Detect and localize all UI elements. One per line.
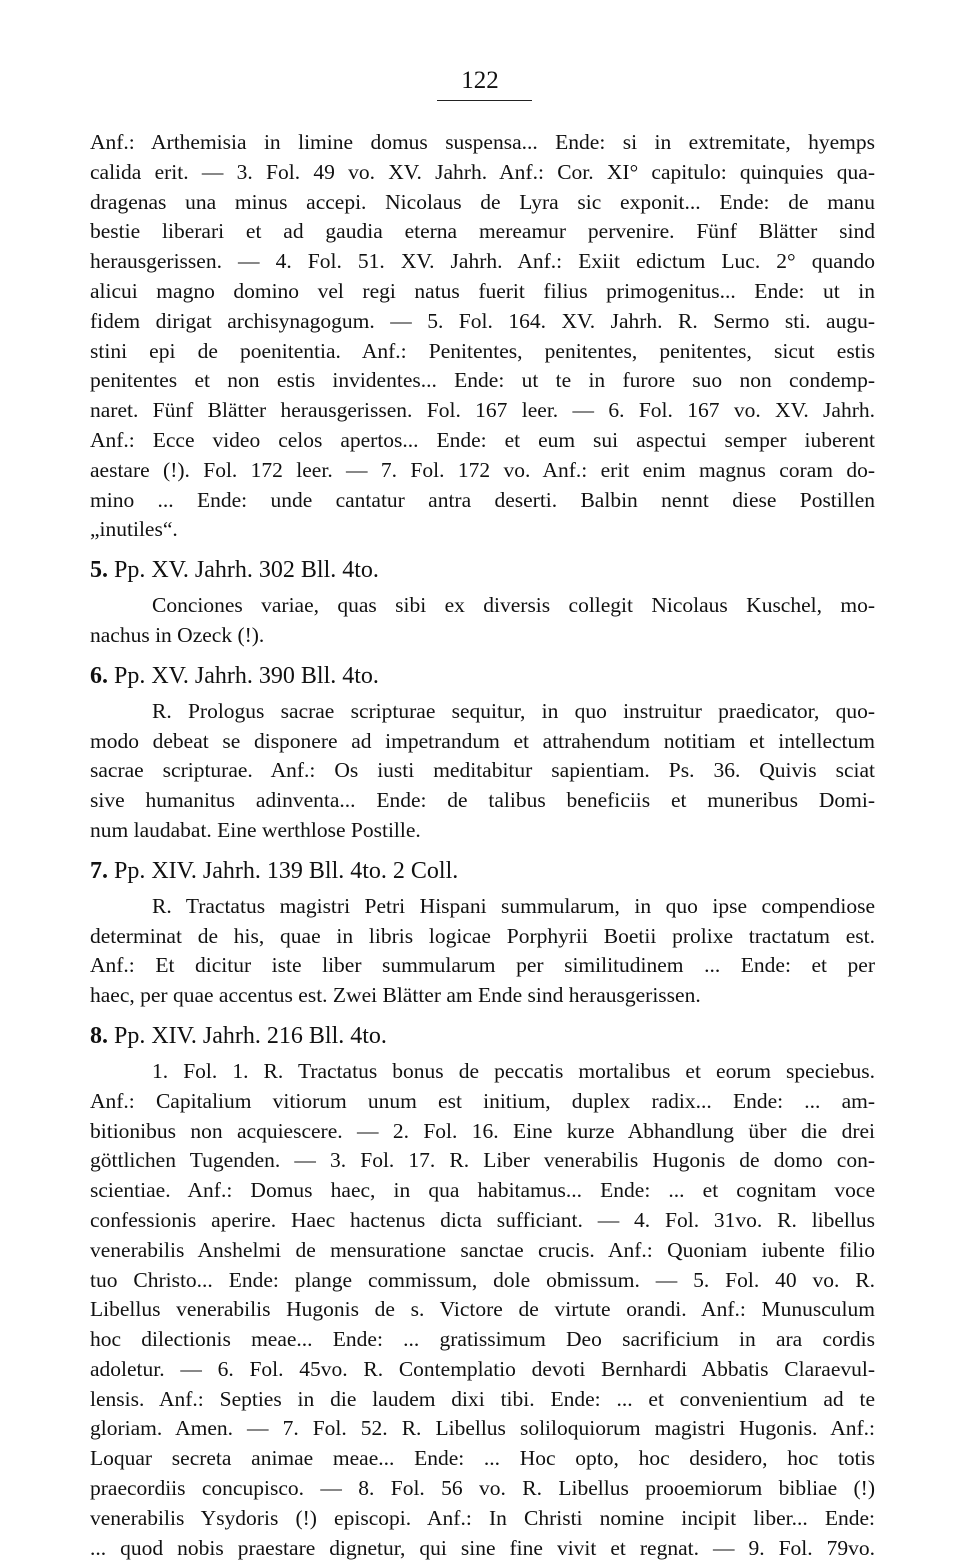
entry-heading (90, 856, 875, 886)
entry-number: 5. (90, 557, 108, 584)
entry-7 (90, 856, 875, 1011)
text-line: num laudabat. Eine werthlose Postille. (90, 817, 421, 842)
text-line: 1. Fol. 1. R. Tractatus bonus de peccatis mortalibus et eorum speciebus. (152, 1058, 875, 1083)
text-line: sacrae scripturae. Anf.: Os iusti meditabitur sapientiam. Ps. 36. Quivis sciat (90, 758, 875, 783)
text-line: calida erit. — 3. Fol. 49 vo. XV. Jahrh. Anf.: Cor. XI° capitulo: quinquies qua- (90, 159, 875, 184)
entry-heading-text: Pp. XIV. Jahrh. 216 Bll. 4to. (114, 1022, 387, 1049)
text-line: aestare (!). Fol. 172 leer. — 7. Fol. 172 vo. Anf.: erit enim magnus coram do- (90, 457, 875, 482)
text-line: Anf.: Arthemisia in limine domus suspensa... Ende: si in extremitate, hyemps (90, 130, 875, 154)
text-line: R. Prologus sacrae scripturae sequitur, in quo instruitur praedicator, quo- (152, 698, 875, 723)
text-line: fidem dirigat archisynagogum. — 5. Fol. 164. XV. Jahrh. R. Sermo sti. augu- (90, 308, 875, 333)
text-line: naret. Fünf Blätter herausgerissen. Fol. 167 leer. — 6. Fol. 167 vo. XV. Jahrh. (90, 398, 875, 423)
text-line: R. Tractatus magistri Petri Hispani summularum, in quo ipse compendiose (152, 893, 875, 918)
text-line: nachus in Ozeck (!). (90, 622, 265, 647)
text-line: haec, per quae accentus est. Zwei Blätter am Ende sind herausgerissen. (90, 983, 701, 1008)
entry-heading (90, 661, 875, 691)
text-line: penitentes et non estis invidentes... Ende: ut te in furore suo non condemp- (90, 368, 875, 393)
text-line: herausgerissen. — 4. Fol. 51. XV. Jahrh. Anf.: Exiit edictum Luc. 2° quando (90, 249, 875, 274)
entry-heading (90, 1021, 875, 1051)
text-line: göttlichen Tugenden. — 3. Fol. 17. R. Liber venerabilis Hugonis de domo con- (90, 1148, 875, 1173)
page-number-rule (437, 100, 532, 101)
text-line: sive humanitus adinventa... Ende: de talibus beneficiis et muneribus Domi- (90, 788, 875, 813)
text-line: Anf.: Capitalium vitiorum unum est initium, duplex radix... Ende: ... am- (90, 1088, 875, 1113)
text-line: Anf.: Et dicitur iste liber summularum per similitudinem ... Ende: et per (90, 953, 875, 978)
page-number: 122 (461, 67, 499, 94)
text-line: Anf.: Ecce video celos apertos... Ende: et eum sui aspectui semper iuberent (90, 427, 875, 452)
text-line: dragenas una minus accepi. Nicolaus de Lyra sic exponit... Ende: de manu (90, 189, 875, 214)
text-line: alicui magno domino vel regi natus fuerit filius primogenitus... Ende: ut in (90, 278, 875, 303)
text-line: venerabilis Anshelmi de mensuratione sanctae crucis. Anf.: Quoniam iubente filio (90, 1237, 875, 1262)
text-line: modo debeat se disponere ad impetrandum et attrahendum notitiam et intellectum (90, 728, 875, 753)
entry-heading-text: Pp. XV. Jahrh. 302 Bll. 4to. (114, 557, 379, 584)
text-line: Loquar secreta animae meae... Ende: ... Hoc opto, hoc desidero, hoc totis (90, 1446, 875, 1471)
entry-8 (90, 1021, 875, 1563)
text-line: mino ... Ende: unde cantatur antra deserti. Balbin nennt diese Postillen (90, 487, 875, 512)
text-line: lensis. Anf.: Septies in die laudem dixi tibi. Ende: ... et convenientium ad te (90, 1386, 875, 1411)
text-line: hoc dilectionis meae... Ende: ... gratissimum Deo sacrificium in ara cordis (90, 1327, 875, 1352)
text-line: stini epi de poenitentia. Anf.: Penitentes, penitentes, penitentes, sicut estis (90, 338, 875, 363)
entry-number: 6. (90, 662, 108, 689)
entry-6 (90, 661, 875, 846)
text-line: adoletur. — 6. Fol. 45vo. R. Contemplatio devoti Bernhardi Abbatis Claraevul- (90, 1356, 875, 1381)
text-line: ... quod nobis praestare dignetur, qui sine fine vivit et regnat. — 9. Fol. 79vo. (90, 1535, 875, 1560)
entry-number: 8. (90, 1022, 108, 1049)
entry-number: 7. (90, 857, 108, 884)
entry-heading-text: Pp. XV. Jahrh. 390 Bll. 4to. (114, 662, 379, 689)
text-line: gloriam. Amen. — 7. Fol. 52. R. Libellus soliloquiorum magistri Hugonis. Anf.: (90, 1416, 875, 1441)
page-body (90, 128, 875, 1563)
text-line: tuo Christo... Ende: plange commissum, dole obmissum. — 5. Fol. 40 vo. R. (90, 1267, 875, 1292)
text-line: praecordiis concupisco. — 8. Fol. 56 vo. R. Libellus prooemiorum bibliae (!) (90, 1476, 875, 1501)
text-line: venerabilis Ysydoris (!) episcopi. Anf.: In Christi nomine incipit liber... Ende: (90, 1505, 875, 1530)
text-line: Libellus venerabilis Hugonis de s. Victore de virtute orandi. Anf.: Munusculum (90, 1297, 875, 1322)
text-line: confessionis aperire. Haec hactenus dicta sufficiant. — 4. Fol. 31vo. R. libellus (90, 1207, 875, 1232)
intro-block (90, 128, 875, 545)
text-line: Conciones variae, quas sibi ex diversis collegit Nicolaus Kuschel, mo- (152, 593, 875, 618)
text-line: bestie liberari et ad gaudia eterna mereamur pervenire. Fünf Blätter sind (90, 219, 875, 244)
text-line: bitionibus non acquiescere. — 2. Fol. 16. Eine kurze Abhandlung über die drei (90, 1118, 875, 1143)
text-line: scientiae. Anf.: Domus haec, in qua habitamus... Ende: ... et cognitam voce (90, 1178, 875, 1203)
entry-5 (90, 555, 875, 651)
entry-heading-text: Pp. XIV. Jahrh. 139 Bll. 4to. 2 Coll. (114, 857, 459, 884)
entry-heading (90, 555, 875, 585)
text-line: determinat de his, quae in libris logicae Porphyrii Boetii prolixe tractatum est. (90, 923, 875, 948)
text-line: „inutiles“. (90, 517, 178, 542)
